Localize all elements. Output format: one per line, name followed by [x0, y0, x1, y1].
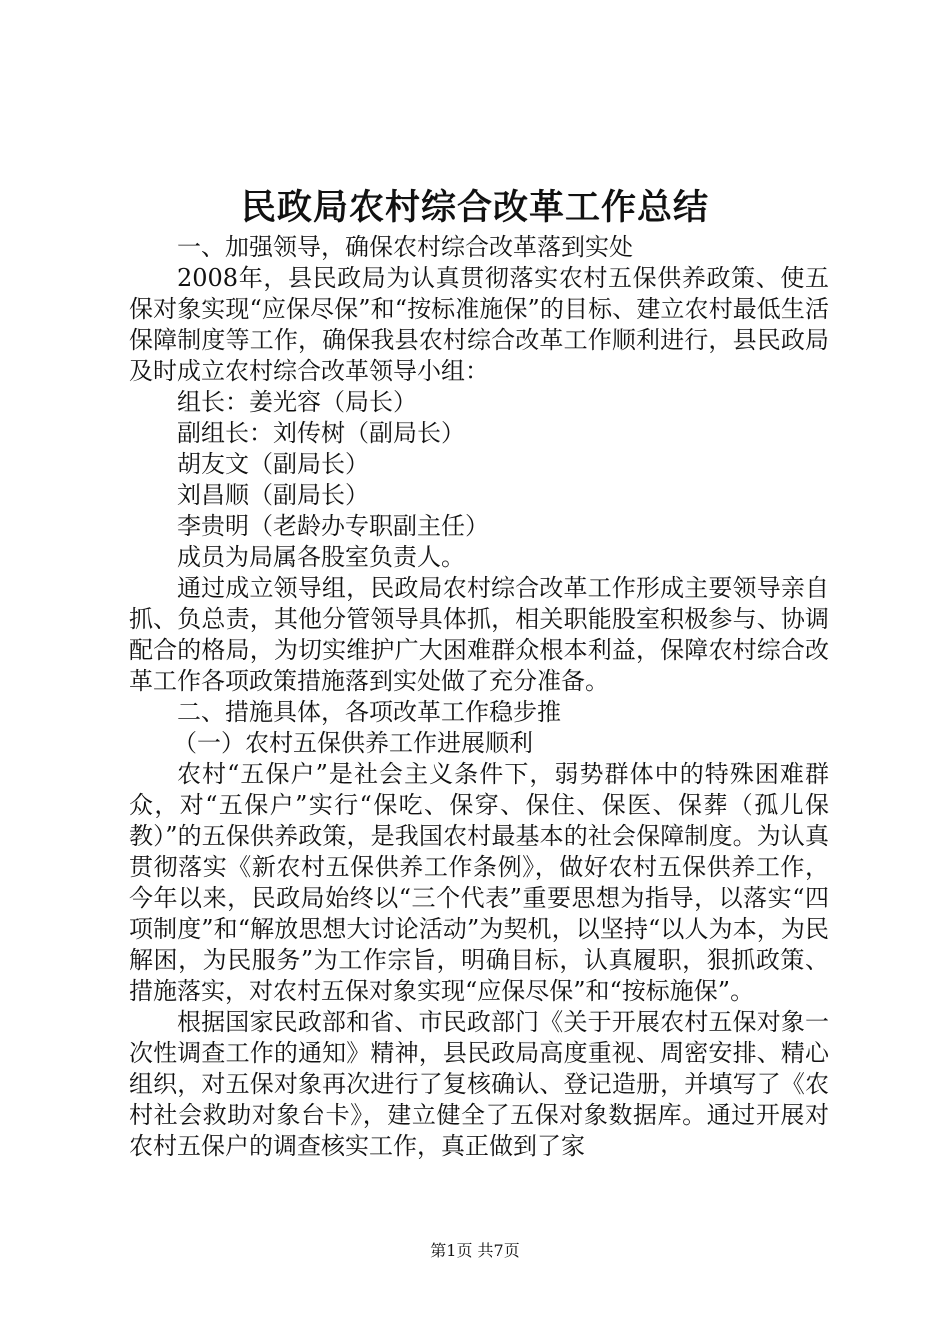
deputy-leader-line: 副组长：刘传树（副局长） [177, 419, 465, 447]
subsection-heading-1: （一）农村五保供养工作进展顺利 [173, 729, 533, 757]
member-line: 刘昌顺（副局长） [177, 481, 369, 509]
page-number-footer: 第1页 共7页 [430, 1241, 520, 1260]
paragraph: 根据国家民政部和省、市民政部门《关于开展农村五保对象一次性调查工作的通知》精神，县民政局高度重视、周密安排、精心组织，对五保对象再次进行了复核确认、登记造册，并填写了《农村社会救助对象台卡》，建立健全了五保对象数据库。通过开展对农村五保户的调查核实工作，真正做到了家 [129, 1008, 829, 1160]
member-line: 胡友文（副局长） [177, 450, 369, 478]
leader-line: 组长：姜光容（局长） [177, 388, 417, 416]
section-heading-1: 一、加强领导，确保农村综合改革落到实处 [177, 233, 633, 261]
paragraph: 2008年，县民政局为认真贯彻落实农村五保供养政策、使五保对象实现“应保尽保”和“按标准施保”的目标、建立农村最低生活保障制度等工作，确保我县农村综合改革工作顺利进行，县民政局及时成立农村综合改革领导小组： [129, 264, 829, 385]
paragraph: 农村“五保户”是社会主义条件下，弱势群体中的特殊困难群众，对“五保户”实行“保吃、保穿、保住、保医、保葬（孤儿保教）”的五保供养政策，是我国农村最基本的社会保障制度。为认真贯彻落实《新农村五保供养工作条例》，做好农村五保供养工作，今年以来，民政局始终以“三个代表”重要思想为指导，以落实“四项制度”和“解放思想大讨论活动”为契机，以坚持“以人为本，为民解困，为民服务”为工作宗旨，明确目标，认真履职，狠抓政策、措施落实，对农村五保对象实现“应保尽保”和“按标施保”。 [129, 760, 829, 1005]
document-title: 民政局农村综合改革工作总结 [240, 187, 709, 228]
members-note: 成员为局属各股室负责人。 [177, 543, 465, 571]
paragraph: 通过成立领导组，民政局农村综合改革工作形成主要领导亲自抓、负总责，其他分管领导具体抓，相关职能股室积极参与、协调配合的格局，为切实维护广大困难群众根本利益，保障农村综合改革工作各项政策措施落到实处做了充分准备。 [129, 574, 829, 695]
section-heading-2: 二、措施具体，各项改革工作稳步推 [177, 698, 561, 726]
document-body [129, 232, 829, 1162]
member-line: 李贵明（老龄办专职副主任） [177, 512, 489, 540]
